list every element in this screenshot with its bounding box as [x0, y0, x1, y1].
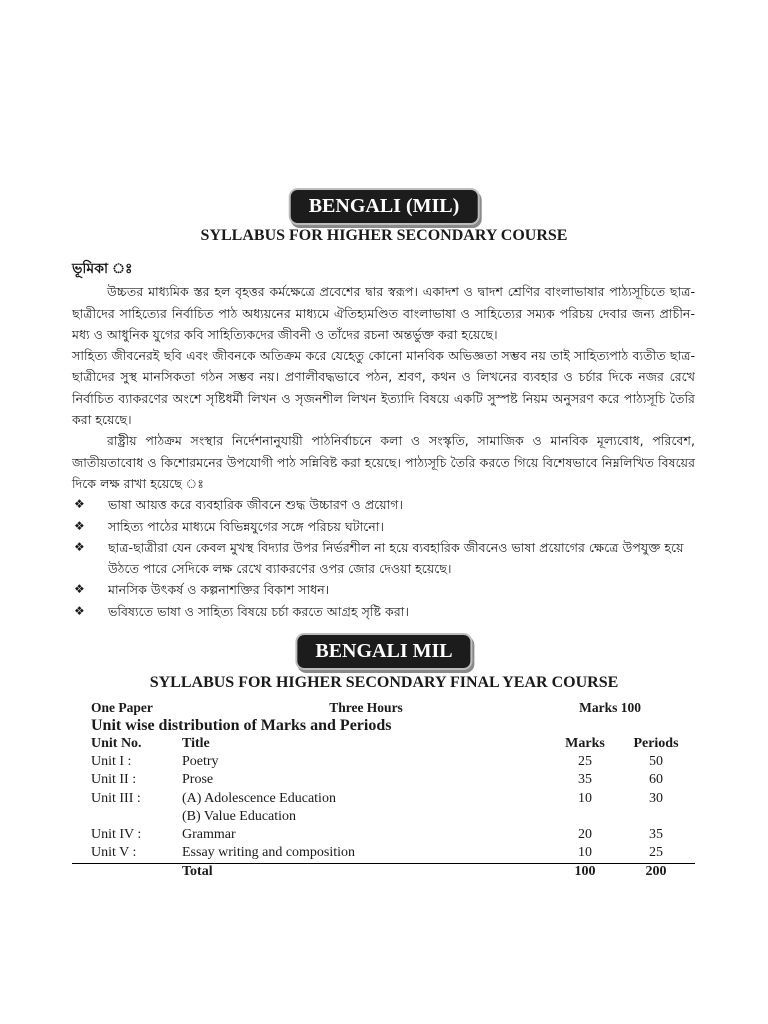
- unit-marks: 25: [578, 754, 592, 770]
- table-row: [72, 791, 695, 809]
- unit-no: Unit III :: [91, 790, 141, 806]
- list-item-text: ছাত্র-ছাত্রীরা যেন কেবল মুখস্থ বিদ্যার উপর নির্ভরশীল না হয়ে ব্যবহারিক জীবনেও ভাষা প্রয়োগের ক্ষেত্রে উপযুক্ত হয়ে উঠতে পারে সেদিকে লক্ষ রেখে ব্যাকরণের ওপর জোর দেওয়া হয়েছে।: [108, 539, 684, 577]
- header-unit-no: Unit No.: [91, 736, 142, 751]
- final-year-subtitle: SYLLABUS FOR HIGHER SECONDARY FINAL YEAR COURSE: [149, 674, 619, 691]
- table-row: [72, 809, 695, 827]
- table-row: [72, 772, 695, 790]
- table-row: [72, 845, 695, 864]
- unit-distribution-table: [72, 736, 695, 883]
- unit-title: Grammar: [182, 826, 236, 842]
- unit-no: [72, 809, 182, 827]
- unit-periods: 35: [649, 826, 663, 842]
- paper-duration: Three Hours: [329, 700, 403, 715]
- unit-title: (A) Adolescence Education: [182, 790, 336, 806]
- paper-info-row: [91, 700, 641, 716]
- paper-count: One Paper: [91, 700, 153, 715]
- paper-marks: Marks 100: [579, 700, 641, 715]
- list-item: [72, 601, 695, 622]
- unit-periods: [617, 809, 695, 827]
- total-periods: 200: [617, 864, 695, 883]
- unit-no: Unit V :: [91, 845, 137, 861]
- diamond-bullet-icon: ❖: [74, 603, 85, 618]
- unit-marks: 35: [578, 772, 592, 788]
- list-item: [72, 516, 695, 537]
- section-banner-bengali-mil: BENGALI (MIL): [291, 190, 478, 223]
- list-item: [72, 579, 695, 600]
- total-label: Total: [182, 864, 553, 883]
- unit-title: Prose: [182, 772, 214, 788]
- unit-periods: 50: [649, 754, 663, 770]
- distribution-heading: Unit wise distribution of Marks and Periods: [91, 717, 392, 734]
- unit-marks: [553, 809, 617, 827]
- list-item-text: সাহিত্য পাঠের মাধ্যমে বিভিন্নযুগের সঙ্গে পরিচয় ঘটানো।: [108, 518, 384, 534]
- syllabus-subtitle: SYLLABUS FOR HIGHER SECONDARY COURSE: [200, 227, 568, 244]
- table-header-row: [72, 736, 695, 754]
- unit-title: Poetry: [182, 754, 219, 770]
- header-title: Title: [182, 736, 210, 751]
- unit-no: Unit II :: [91, 772, 137, 788]
- unit-no: Unit IV :: [91, 826, 142, 842]
- unit-marks: 10: [578, 845, 592, 861]
- unit-title: (B) Value Education: [182, 808, 297, 824]
- diamond-bullet-icon: ❖: [74, 582, 85, 597]
- unit-no: Unit I :: [91, 754, 132, 770]
- intro-paragraph: উচ্চতর মাধ্যমিক স্তর হল বৃহত্তর কর্মক্ষেত্রে প্রবেশের দ্বার স্বরূপ। একাদশ ও দ্বাদশ শ্রেণির বাংলাভাষার পাঠ্যসূচিতে ছাত্র-ছাত্রীদের সাহিত্যের নির্বাচিত পাঠ অধ্যয়নের মাধ্যমে ঐতিহ্যমণ্ডিত বাংলাভাষা ও সাহিত্যের সম্যক পরিচয় দেবার জন্য প্রাচীন-মধ্য ও আধুনিক যুগের কবি সাহিত্যিকদের জীবনী ও তাঁদের রচনা অন্তর্ভুক্ত করা হয়েছে।: [72, 284, 695, 342]
- intro-paragraph: রাষ্ট্রীয় পাঠক্রম সংস্থার নির্দেশনানুযায়ী পাঠনির্বাচনে কলা ও সংস্কৃতি, সামাজিক ও মানবিক মূল্যবোধ, পরিবেশ, জাতীয়তাবোধ ও কিশোরমনের উপযোগী পাঠ সন্নিবিষ্ট করা হয়েছে। পাঠ্যসূচি তৈরি করতে গিয়ে বিশেষভাবে নিম্নলিখিত বিষয়ের দিকে লক্ষ রাখা হয়েছে ঃ: [72, 433, 695, 491]
- total-marks: 100: [553, 864, 617, 883]
- total-unit-no: [72, 864, 182, 883]
- introduction-section: [72, 259, 695, 622]
- section-banner-bengali-mil-final: BENGALI MIL: [297, 635, 470, 668]
- introduction-heading: ভূমিকা ঃ: [72, 261, 133, 277]
- list-item: [72, 494, 695, 515]
- header-marks: Marks: [565, 736, 605, 751]
- unit-marks: 20: [578, 826, 592, 842]
- list-item-text: ভাষা আয়ত্ত করে ব্যবহারিক জীবনে শুদ্ধ উচ্চারণ ও প্রয়োগ।: [108, 497, 404, 513]
- table-total-row: [72, 864, 695, 883]
- diamond-bullet-icon: ❖: [74, 518, 85, 533]
- diamond-bullet-icon: ❖: [74, 497, 85, 512]
- unit-marks: 10: [578, 790, 592, 806]
- list-item: [72, 537, 695, 580]
- header-periods: Periods: [633, 736, 679, 751]
- unit-periods: 25: [649, 845, 663, 861]
- diamond-bullet-icon: ❖: [74, 539, 85, 554]
- unit-periods: 60: [649, 772, 663, 788]
- unit-periods: 30: [649, 790, 663, 806]
- intro-paragraph: সাহিত্য জীবনেরই ছবি এবং জীবনকে অতিক্রম করে যেহেতু কোনো মানবিক অভিজ্ঞতা সম্ভব নয় তাই সাহিত্যপাঠ ব্যতীত ছাত্র-ছাত্রীদের সুস্থ মানসিকতা গঠন সম্ভব নয়। প্রণালীবদ্ধভাবে পঠন, শ্রবণ, কথন ও লিখনের ব্যবহার ও চর্চার দিকে নজর রেখে নির্বাচিত ব্যাকরণের অংশে সৃষ্টিধর্মী লিখন ও সৃজনশীল লিখন ইত্যাদি বিষয়ে একটি সুস্পষ্ট নিয়ম অনুসরণ করে পাঠ্যসূচি তৈরি করা হয়েছে।: [72, 348, 695, 428]
- objectives-list: [72, 494, 695, 622]
- table-row: [72, 754, 695, 772]
- paper-info: [91, 700, 641, 735]
- list-item-text: ভবিষ্যতে ভাষা ও সাহিত্য বিষয়ে চর্চা করতে আগ্রহ সৃষ্টি করা।: [108, 603, 409, 619]
- unit-title: Essay writing and composition: [182, 845, 356, 861]
- list-item-text: মানসিক উৎকর্ষ ও কল্পনাশক্তির বিকাশ সাধন।: [108, 582, 330, 598]
- table-row: [72, 827, 695, 845]
